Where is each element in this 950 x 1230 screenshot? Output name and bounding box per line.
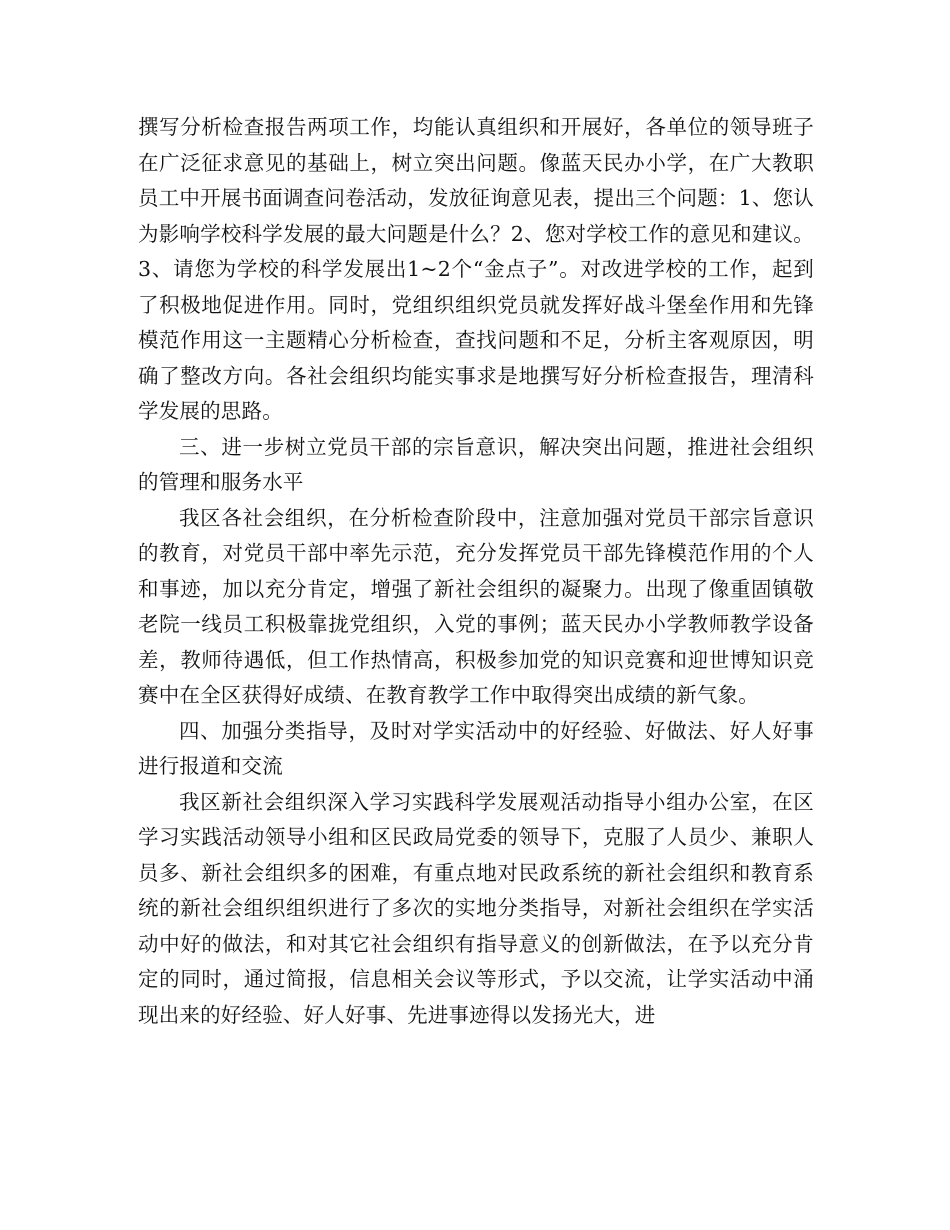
- paragraph-classified-guidance: 我区新社会组织深入学习实践科学发展观活动指导小组办公室，在区学习实践活动领导小组和区民政局党委的领导下，克服了人员少、兼职人员多、新社会组织多的困难，有重点地对民政系统的新社会组织和教育系统的新社会组织组织进行了多次的实地分类指导，对新社会组织在学实活动中好的做法，和对其它社会组织有指导意义的创新做法，在予以充分肯定的同时，通过简报，信息相关会议等形式，予以交流，让学实活动中涌现出来的好经验、好人好事、先进事迹得以发扬光大，进: [138, 789, 814, 1027]
- paragraph-purpose-awareness: 我区各社会组织，在分析检查阶段中，注意加强对党员干部宗旨意识的教育，对党员干部中率先示范，充分发挥党员干部先锋模范作用的个人和事迹，加以充分肯定，增强了新社会组织的凝聚力。出现了像重固镇敬老院一线员工积极靠拢党组织，入党的事例；蓝天民办小学教师教学设备差，教师待遇低，但工作热情高，积极参加党的知识竞赛和迎世博知识竞赛中在全区获得好成绩、在教育教学工作中取得突出成绩的新气象。: [138, 505, 814, 707]
- heading-section-four: 四、加强分类指导，及时对学实活动中的好经验、好做法、好人好事进行报道和交流: [138, 718, 814, 778]
- document-page: [138, 110, 814, 1033]
- heading-section-three: 三、进一步树立党员干部的宗旨意识，解决突出问题，推进社会组织的管理和服务水平: [138, 434, 814, 494]
- paragraph-analysis-report: 撰写分析检查报告两项工作，均能认真组织和开展好，各单位的领导班子在广泛征求意见的基础上，树立突出问题。像蓝天民办小学，在广大教职员工中开展书面调查问卷活动，发放征询意见表，提出三个问题：1、您认为影响学校科学发展的最大问题是什么？2、您对学校工作的意见和建议。3、请您为学校的科学发展出1~2个“金点子”。对改进学校的工作，起到了积极地促进作用。同时，党组织组织党员就发挥好战斗堡垒作用和先锋模范作用这一主题精心分析检查，查找问题和不足，分析主客观原因，明确了整改方向。各社会组织均能实事求是地撰写好分析检查报告，理清科学发展的思路。: [138, 115, 814, 423]
